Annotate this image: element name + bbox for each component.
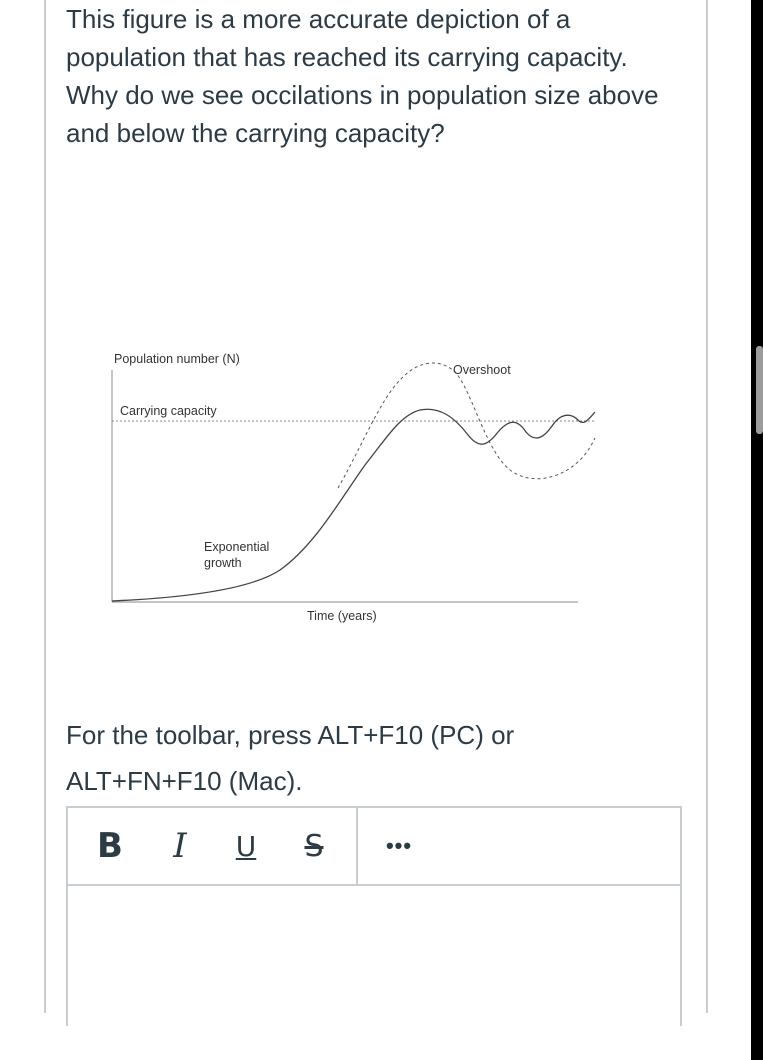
rich-text-editor (66, 806, 682, 1026)
scrollbar-track (751, 0, 763, 1060)
italic-button[interactable]: I (173, 826, 187, 866)
x-axis-label: Time (years) (307, 609, 377, 623)
editor-toolbar (68, 808, 680, 886)
growth-label: growth (204, 556, 242, 570)
overshoot-curve (338, 363, 595, 488)
bold-button[interactable]: B (97, 826, 123, 866)
format-button-group (68, 808, 358, 884)
toolbar-instructions: For the toolbar, press ALT+F10 (PC) or ALT+FN+F10 (Mac). (66, 720, 515, 796)
carrying-capacity-figure (100, 340, 620, 640)
growth-curve (112, 409, 595, 601)
more-options-button[interactable]: ••• (385, 833, 413, 858)
carrying-capacity-label: Carrying capacity (120, 404, 217, 418)
y-axis-label: Population number (N) (114, 352, 240, 366)
editor-text-area[interactable] (68, 886, 680, 1026)
question-text: This figure is a more accurate depiction of a population that has reached its carrying capacity. Why do we see occilations in population size above and below the carrying capacity? (66, 4, 659, 148)
strikethrough-button[interactable]: S (304, 828, 324, 864)
exponential-label: Exponential (204, 540, 270, 554)
scrollbar-thumb[interactable] (756, 346, 763, 434)
overshoot-label: Overshoot (453, 363, 511, 377)
underline-button[interactable]: U (235, 829, 257, 863)
